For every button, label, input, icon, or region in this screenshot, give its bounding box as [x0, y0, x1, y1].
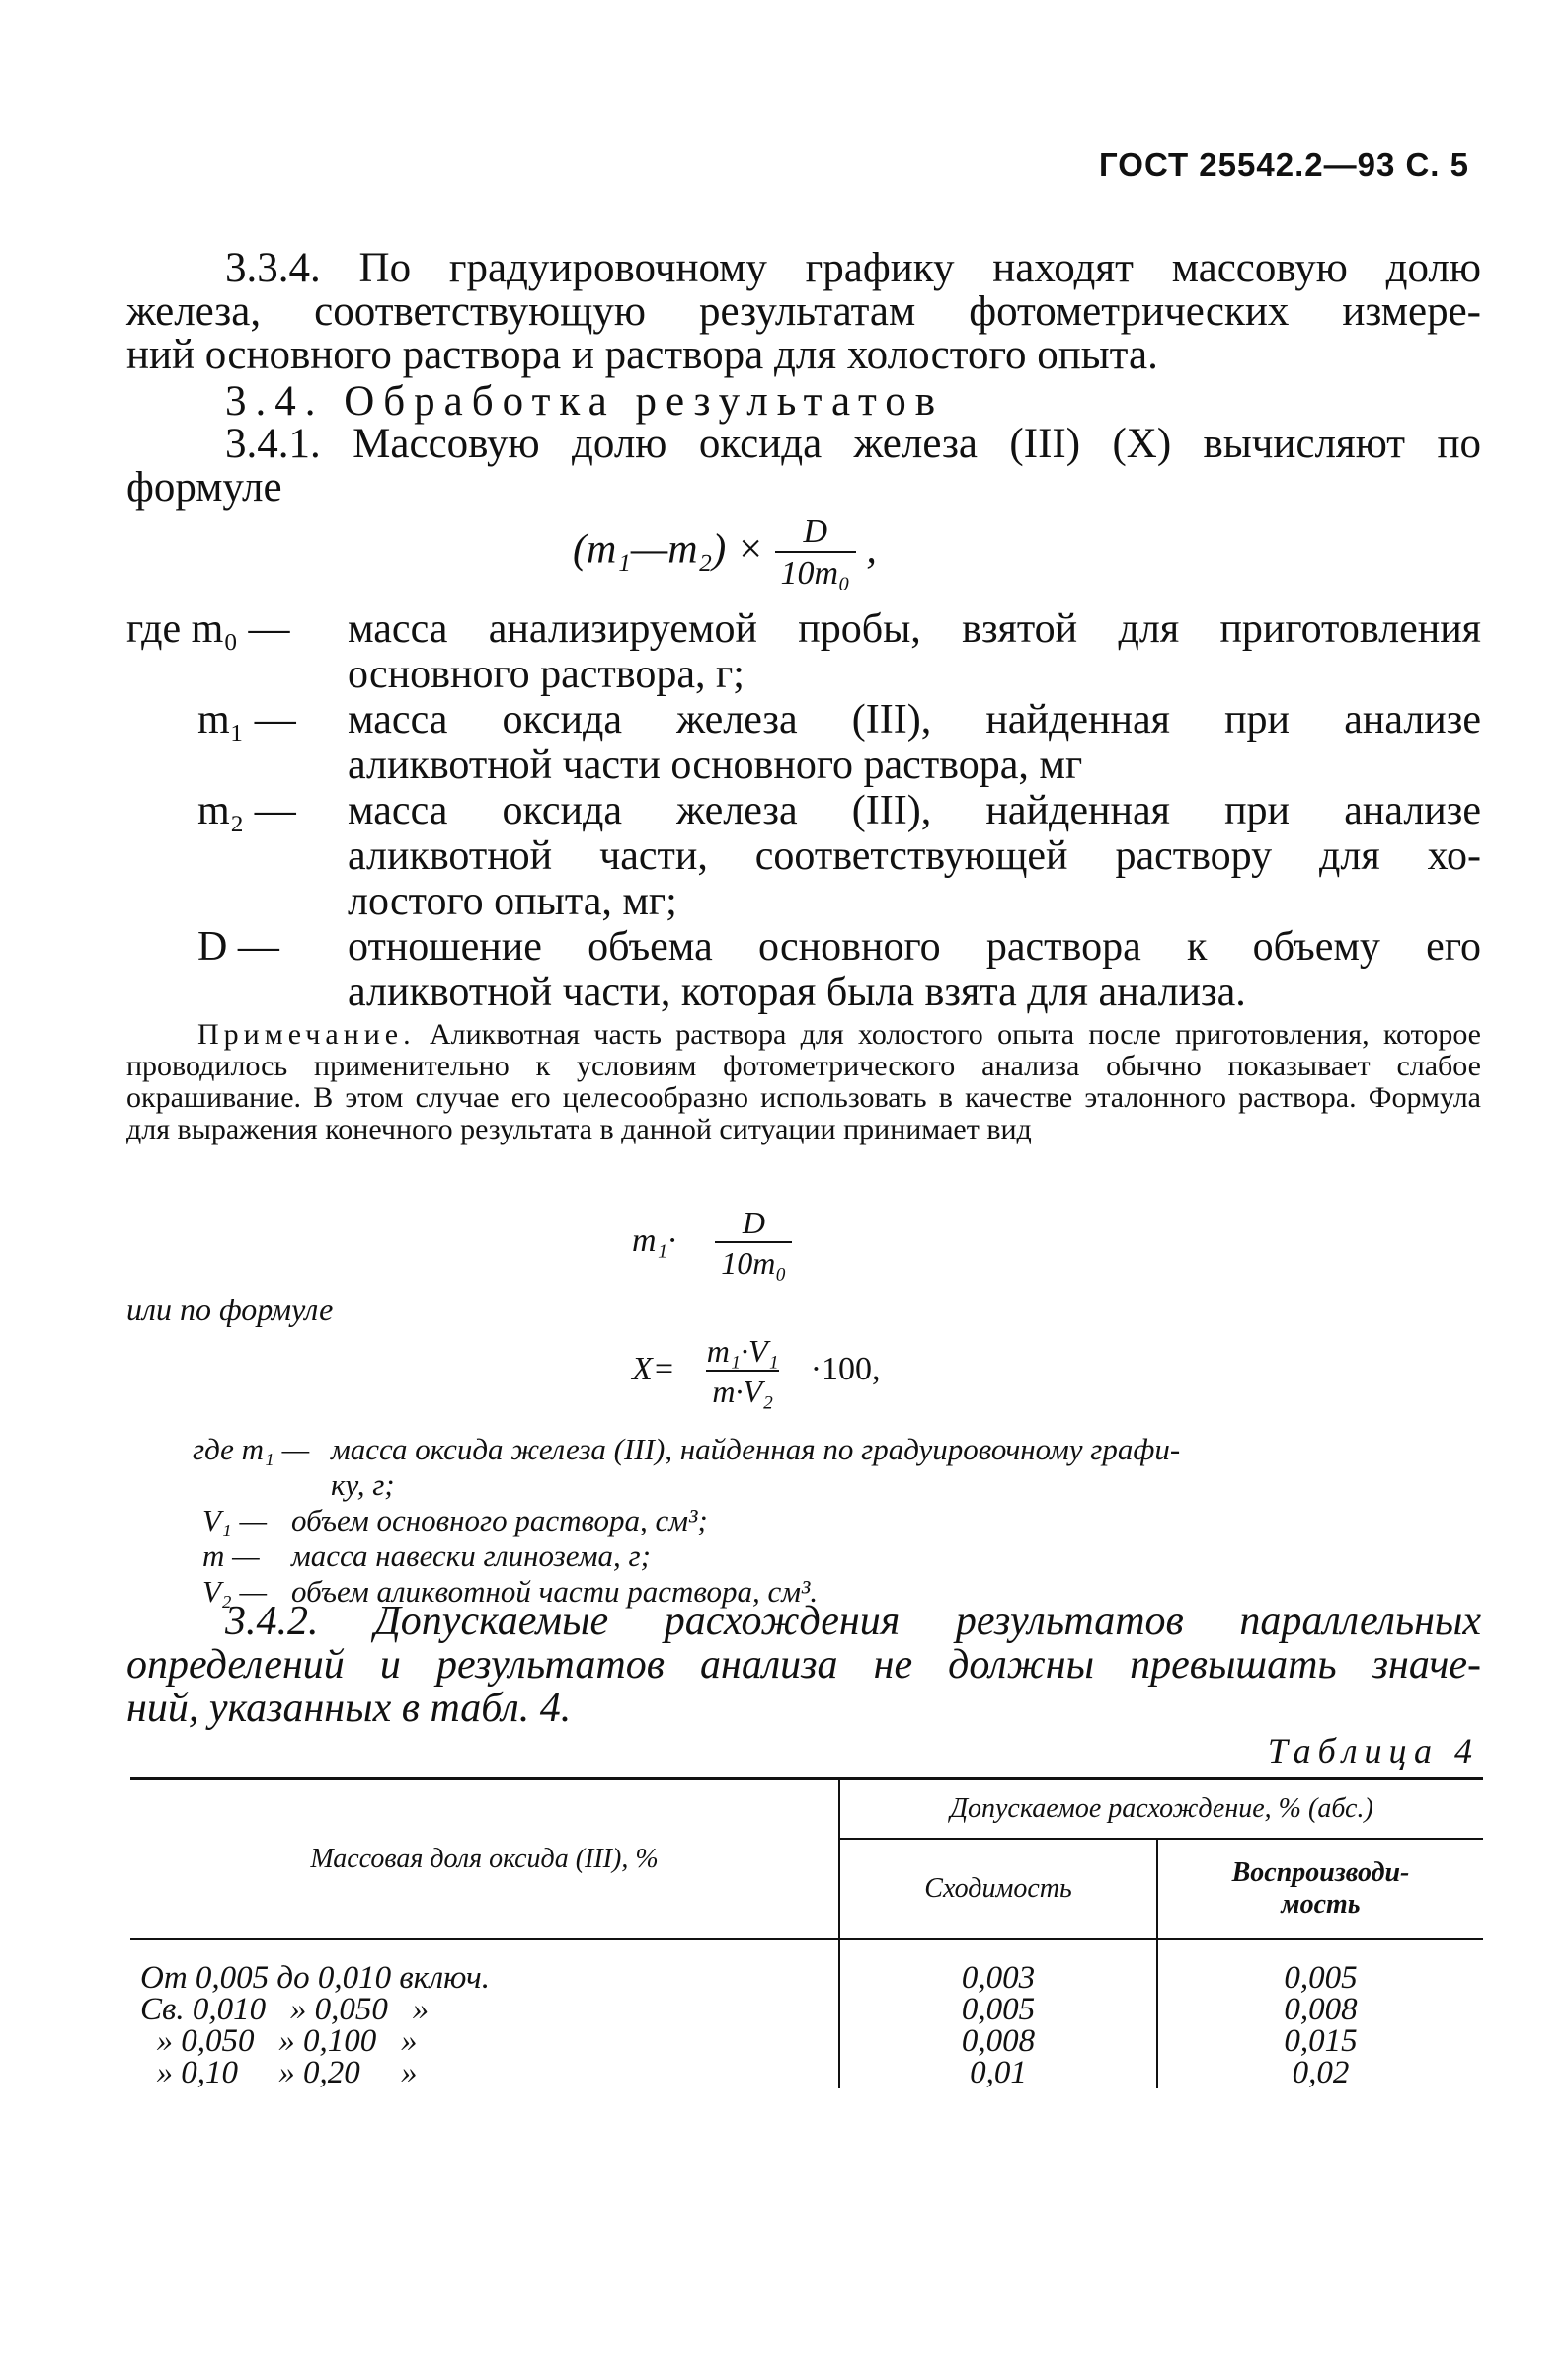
fraction-denominator: 10m₀ [775, 551, 856, 592]
table-row [130, 1994, 1483, 2025]
fraction-denominator: 10m₀ [715, 1241, 792, 1282]
formula-fraction [775, 513, 856, 592]
definition-symbol: m₂ — [197, 788, 296, 833]
definition-line: аликвотной части, соответствующей раствору для хо- [348, 833, 1481, 879]
fraction-numerator: D [742, 1205, 765, 1240]
cell-convergence: 0,003 [839, 1962, 1157, 1994]
formula-alt-1 [632, 1205, 823, 1282]
formula-main [573, 513, 877, 592]
definition-text: объем основного раствора, см³; [291, 1503, 708, 1537]
table-row [130, 1962, 1483, 1994]
paragraph-line: 3.4.1. Массовую долю оксида железа (III) (X) вычисляют по [225, 421, 1481, 467]
definition-symbol: m₁ — [197, 697, 296, 743]
definition-line: масса оксида железа (III), найденная при анализе [348, 697, 1481, 743]
column-header-reproducibility [1157, 1839, 1483, 1939]
page-header: ГОСТ 25542.2—93 С. 5 [1099, 146, 1469, 183]
formula-alt-2 [632, 1333, 881, 1410]
column-header-fraction: Массовая доля оксида (III), % [130, 1779, 839, 1940]
cell-range: От 0,005 до 0,010 включ. [140, 1960, 490, 1996]
definition-row [126, 788, 1481, 924]
header-line: Воспроизводи- [1231, 1857, 1410, 1888]
paragraph-3-4-2 [126, 1600, 1481, 1730]
formula-left: m₁· [632, 1221, 676, 1259]
cell-convergence: 0,01 [839, 2057, 1157, 2088]
paragraph-line: определений и результатов анализа не должны превышать значе- [126, 1642, 1481, 1688]
cell-convergence: 0,008 [839, 2025, 1157, 2057]
cell-range: » 0,050 » 0,100 » [140, 2023, 418, 2059]
formula-fraction [683, 1333, 802, 1410]
paragraph-line: ний основного раствора и раствора для холостого опыта. [126, 332, 1158, 378]
definition-symbol: где m₀ — [126, 606, 290, 652]
formula-left: X= [632, 1350, 675, 1387]
header-line: мость [1281, 1889, 1361, 1920]
definition-line: ку, г; [331, 1467, 395, 1502]
column-group-header: Допускаемое расхождение, % (абс.) [839, 1779, 1483, 1840]
fraction-denominator: m·V₂ [706, 1370, 779, 1410]
or-formula-label: или по формуле [126, 1292, 334, 1327]
definition-row [126, 924, 1481, 1015]
definition-text: масса навески глинозема, г; [291, 1538, 651, 1573]
table-row [130, 2057, 1483, 2088]
definition-text [348, 606, 1481, 697]
note-text: Аликвотная часть раствора для холостого опыта после приготовления, которое проводилось применительно к условиям фотометрического анализа обычно показывает слабое окрашивание. В этом случае его целесообразно использовать в качестве эталонного раствора. Формула для выражения конечного результата в данной ситуации принимает вид [126, 1018, 1481, 1145]
paragraph-line: 3.3.4. По градуировочному графику находят массовую долю [225, 245, 1481, 291]
table-header-row [130, 1779, 1483, 1840]
definition-symbol: D — [197, 924, 279, 970]
table-caption: Таблица 4 [1267, 1731, 1479, 1771]
note-label: Примечание. [197, 1018, 416, 1051]
paragraph-3-3-4 [126, 247, 1481, 377]
paragraph-line: ний, указанных в табл. 4. [126, 1686, 572, 1731]
section-heading-3-4: 3.4. Обработка результатов [225, 378, 944, 425]
formula-tail: ·100, [810, 1350, 881, 1387]
column-header-convergence: Сходимость [839, 1839, 1157, 1939]
paragraph-line: 3.4.2. Допускаемые расхождения результатов параллельных [225, 1599, 1481, 1644]
cell-reproducibility: 0,02 [1157, 2057, 1483, 2088]
definition-text [331, 1432, 1476, 1503]
definition-row [193, 1538, 1476, 1574]
definition-line: масса оксида железа (III), найденная по градуировочному графи- [331, 1432, 1181, 1466]
definition-text [348, 697, 1481, 788]
definition-line: масса анализируемой пробы, взятой для приготовления [348, 606, 1481, 652]
definition-line: масса оксида железа (III), найденная при анализе [348, 788, 1481, 833]
cell-convergence: 0,005 [839, 1994, 1157, 2025]
definition-text [348, 788, 1481, 924]
paragraph-3-4-1 [126, 423, 1481, 510]
definition-line: аликвотной части основного раствора, мг [348, 743, 1083, 788]
definition-row [126, 606, 1481, 697]
definition-line: лостого опыта, мг; [348, 879, 677, 924]
definition-row [193, 1503, 1476, 1538]
cell-reproducibility: 0,008 [1157, 1994, 1483, 2025]
fraction-numerator: D [803, 513, 827, 550]
paragraph-line: железа, соответствующую результатам фотометрических измере- [126, 288, 1481, 335]
definition-symbol: m — [202, 1538, 260, 1573]
formula-definitions [193, 1432, 1476, 1610]
definition-line: отношение объема основного раствора к объему его [348, 924, 1481, 970]
cell-reproducibility: 0,015 [1157, 2025, 1483, 2057]
note-block [126, 1019, 1481, 1145]
table-spacer-row [130, 1939, 1483, 1962]
definition-symbol: V₂ — [202, 1574, 268, 1609]
definition-text: объем аликвотной части раствора, см³. [291, 1574, 819, 1609]
definition-text [348, 924, 1481, 1015]
paragraph-line: формуле [126, 464, 282, 511]
tolerance-table [130, 1777, 1483, 2088]
definition-line: аликвотной части, которая была взята для анализа. [348, 970, 1246, 1015]
definition-symbol: V₁ — [202, 1503, 268, 1537]
formula-fraction [684, 1205, 823, 1282]
definition-line: основного раствора, г; [348, 652, 745, 697]
fraction-numerator: m₁·V₁ [706, 1333, 779, 1369]
definition-symbol: где m₁ — [193, 1432, 310, 1466]
table-row [130, 2025, 1483, 2057]
formula-tail: , [866, 526, 877, 573]
cell-reproducibility: 0,005 [1157, 1962, 1483, 1994]
definition-row [126, 697, 1481, 788]
definition-row [193, 1432, 1476, 1503]
formula-left: (m₁—m₂) × [573, 526, 765, 573]
variable-definitions [126, 606, 1481, 1015]
cell-range: » 0,10 » 0,20 » [140, 2055, 418, 2090]
cell-range: Св. 0,010 » 0,050 » [140, 1992, 430, 2027]
